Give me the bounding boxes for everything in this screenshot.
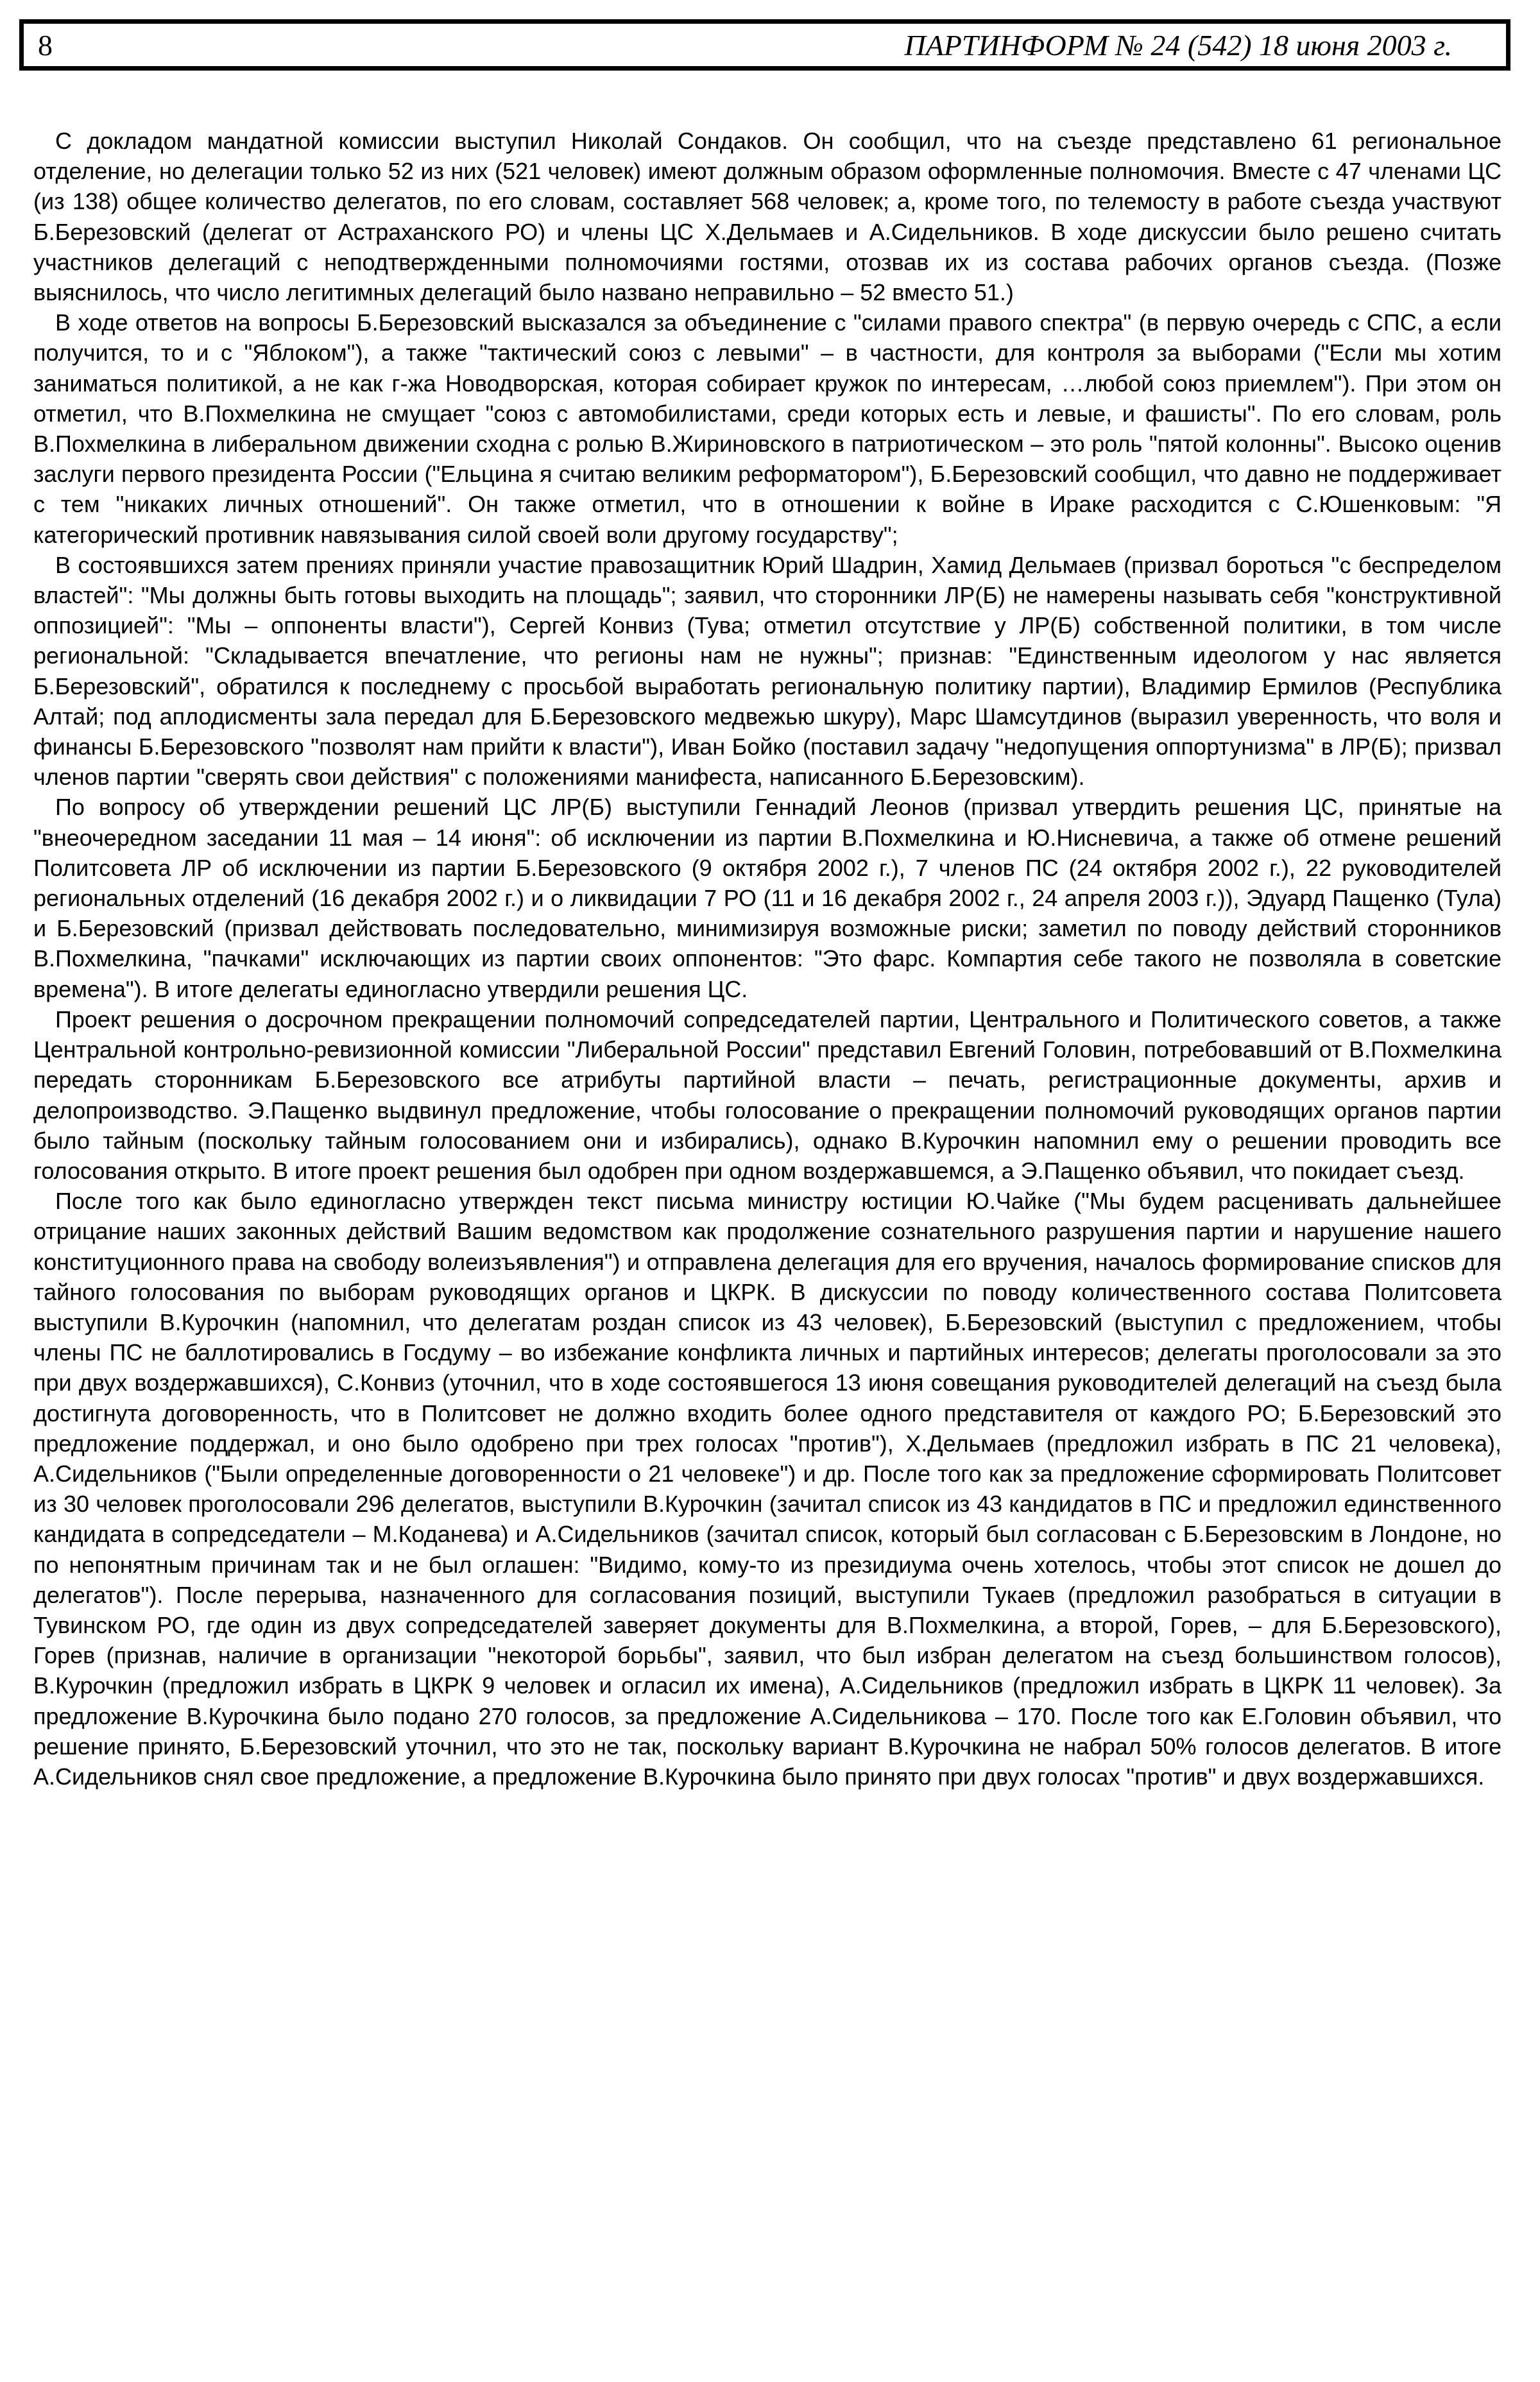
paragraph-4: По вопросу об утверждении решений ЦС ЛР(Б) выступили Геннадий Леонов (призвал утвердить решения ЦС, принятые на "внеочередном заседании 11 мая – 14 июня": об исключении из партии В.Похмелкина и Ю.Нисневича, а также об отмене решений Политсовета ЛР об исключении из партии Б.Березовского (9 октября 2002 г.), 7 членов ПС (24 октября 2002 г.), 22 руководителей региональных отделений (16 декабря 2002 г.) и о ликвидации 7 РО (11 и 16 декабря 2002 г., 24 апреля 2003 г.)), Эдуард Пащенко (Тула) и Б.Березовский (призвал действовать последовательно, минимизируя возможные риски; заметил по поводу действий сторонников В.Похмелкина, "пачками" исключающих из партии своих оппонентов: "Это фарс. Компартия себе такого не позволяла в советские времена"). В итоге делегаты единогласно утвердили решения ЦС. — [33, 794, 1502, 1002]
paragraph-6: После того как было единогласно утвержден текст письма министру юстиции Ю.Чайке ("Мы будем расценивать дальнейшее отрицание наших законных действий Вашим ведомством как продолжение сознательного разрушения партии и нарушение нашего конституционного права на свободу волеизъявления") и отправлена делегация для его вручения, началось формирование списков для тайного голосования по выборам руководящих органов и ЦКРК. В дискуссии по поводу количественного состава Политсовета выступили В.Курочкин (напомнил, что делегатам роздан список из 43 человек), Б.Березовский (выступил с предложением, чтобы члены ПС не баллотировались в Госдуму – во избежание конфликта личных и партийных интересов; делегаты проголосовали за это при двух воздержавшихся), С.Конвиз (уточнил, что в ходе состоявшегося 13 июня совещания руководителей делегаций на съезд была достигнута договоренность, что в Политсовет не должно входить более одного представителя от каждого РО; Б.Березовский это предложение поддержал, и оно было одобрено при трех голосах "против"), Х.Дельмаев (предложил избрать в ПС 21 человека), А.Сидельников ("Были определенные договоренности о 21 человеке") и др. После того как за предложение сформировать Политсовет из 30 человек проголосовали 296 делегатов, выступили В.Курочкин (зачитал список из 43 кандидатов в ПС и предложил единственного кандидата в сопредседатели – М.Коданева) и А.Сидельников (зачитал список, который был согласован с Б.Березовским в Лондоне, но по непонятным причинам так и не был оглашен: "Видимо, кому-то из президиума очень хотелось, чтобы этот список не дошел до делегатов"). После перерыва, назначенного для согласования позиций, выступили Тукаев (предложил разобраться в ситуации в Тувинском РО, где один из двух сопредседателей заверяет документы для В.Похмелкина, а второй, Горев, – для Б.Березовского), Горев (признав, наличие в организации "некоторой борьбы", заявил, что был избран делегатом на съезд большинством голосов), В.Курочкин (предложил избрать в ЦКРК 9 человек и огласил их имена), А.Сидельников (предложил избрать в ЦКРК 11 человек). За предложение В.Курочкина было подано 270 голосов, за предложение А.Сидельникова – 170. После того как Е.Головин объявил, что решение принято, Б.Березовский уточнил, что это не так, поскольку вариант В.Курочкина не набрал 50% голосов делегатов. В итоге А.Сидельников снял свое предложение, а предложение В.Курочкина было принято при двух голосах "против" и двух воздержавшихся. — [33, 1188, 1502, 1790]
paragraph-5: Проект решения о досрочном прекращении полномочий сопредседателей партии, Центрального и Политического советов, а также Центральной контрольно-ревизионной комиссии "Либеральной России" представил Евгений Головин, потребовавший от В.Похмелкина передать сторонникам Б.Березовского все атрибуты партийной власти – печать, регистрационные документы, архив и делопроизводство. Э.Пащенко выдвинул предложение, чтобы голосование о прекращении полномочий руководящих органов партии было тайным (поскольку тайным голосованием они и избирались), однако В.Курочкин напомнил ему о решении проводить все голосования открыто. В итоге проект решения был одобрен при одном воздержавшемся, а Э.Пащенко объявил, что покидает съезд. — [33, 1006, 1502, 1184]
paragraph-3: В состоявшихся затем прениях приняли участие правозащитник Юрий Шадрин, Хамид Дельмаев (призвал бороться "с беспределом властей": "Мы должны быть готовы выходить на площадь"; заявил, что сторонники ЛР(Б) не намерены называть себя "конструктивной оппозицией": "Мы – оппоненты власти"), Сергей Конвиз (Тува; отметил отсутствие у ЛР(Б) собственной политики, в том числе региональной: "Складывается впечатление, что регионы нам не нужны"; признав: "Единственным идеологом у нас является Б.Березовский", обратился к последнему с просьбой выработать региональную политику партии), Владимир Ермилов (Республика Алтай; под аплодисменты зала передал для Б.Березовского медвежью шкуру), Марс Шамсутдинов (выразил уверенность, что воля и финансы Б.Березовского "позволят нам прийти к власти"), Иван Бойко (поставил задачу "недопущения оппортунизма" в ЛР(Б); призвал членов партии "сверять свои действия" с положениями манифеста, написанного Б.Березовским). — [33, 551, 1502, 791]
page-header — [19, 19, 1510, 71]
article-body — [33, 126, 1502, 1792]
paragraph-1: С докладом мандатной комиссии выступил Николай Сондаков. Он сообщил, что на съезде представлено 61 региональное отделение, но делегации только 52 из них (521 человек) имеют должным образом оформленные полномочия. Вместе с 47 членами ЦС (из 138) общее количество делегатов, по его словам, составляет 568 человек; а, кроме того, по телемосту в работе съезда участвуют Б.Березовский (делегат от Астраханского РО) и члены ЦС Х.Дельмаев и А.Сидельников. В ходе дискуссии было решено считать участников делегаций с неподтвержденными полномочиями гостями, отозвав их из состава рабочих органов съезда. (Позже выяснилось, что число легитимных делегаций было названо неправильно – 52 вместо 51.) — [33, 128, 1502, 306]
paragraph-2: В ходе ответов на вопросы Б.Березовский высказался за объединение с "силами правого спектра" (в первую очередь с СПС, а если получится, то и с "Яблоком"), а также "тактический союз с левыми" – в частности, для контроля за выборами ("Если мы хотим заниматься политикой, а не как г-жа Новодворская, которая собирает кружок по интересам, …любой союз приемлем"). При этом он отметил, что В.Похмелкина не смущает "союз с автомобилистами, среди которых есть и левые, и фашисты". По его словам, роль В.Похмелкина в либеральном движении сходна с ролью В.Жириновского в патриотическом – это роль "пятой колонны". Высоко оценив заслуги первого президента России ("Ельцина я считаю великим реформатором"), Б.Березовский сообщил, что давно не поддерживает с тем "никаких личных отношений". Он также отметил, что в отношении к войне в Ираке расходится с С.Юшенковым: "Я категорический противник навязывания силой своей воли другому государству"; — [33, 309, 1502, 548]
page-number: 8 — [38, 29, 53, 62]
publication-title: ПАРТИНФОРМ № 24 (542) 18 июня 2003 г. — [904, 29, 1452, 62]
